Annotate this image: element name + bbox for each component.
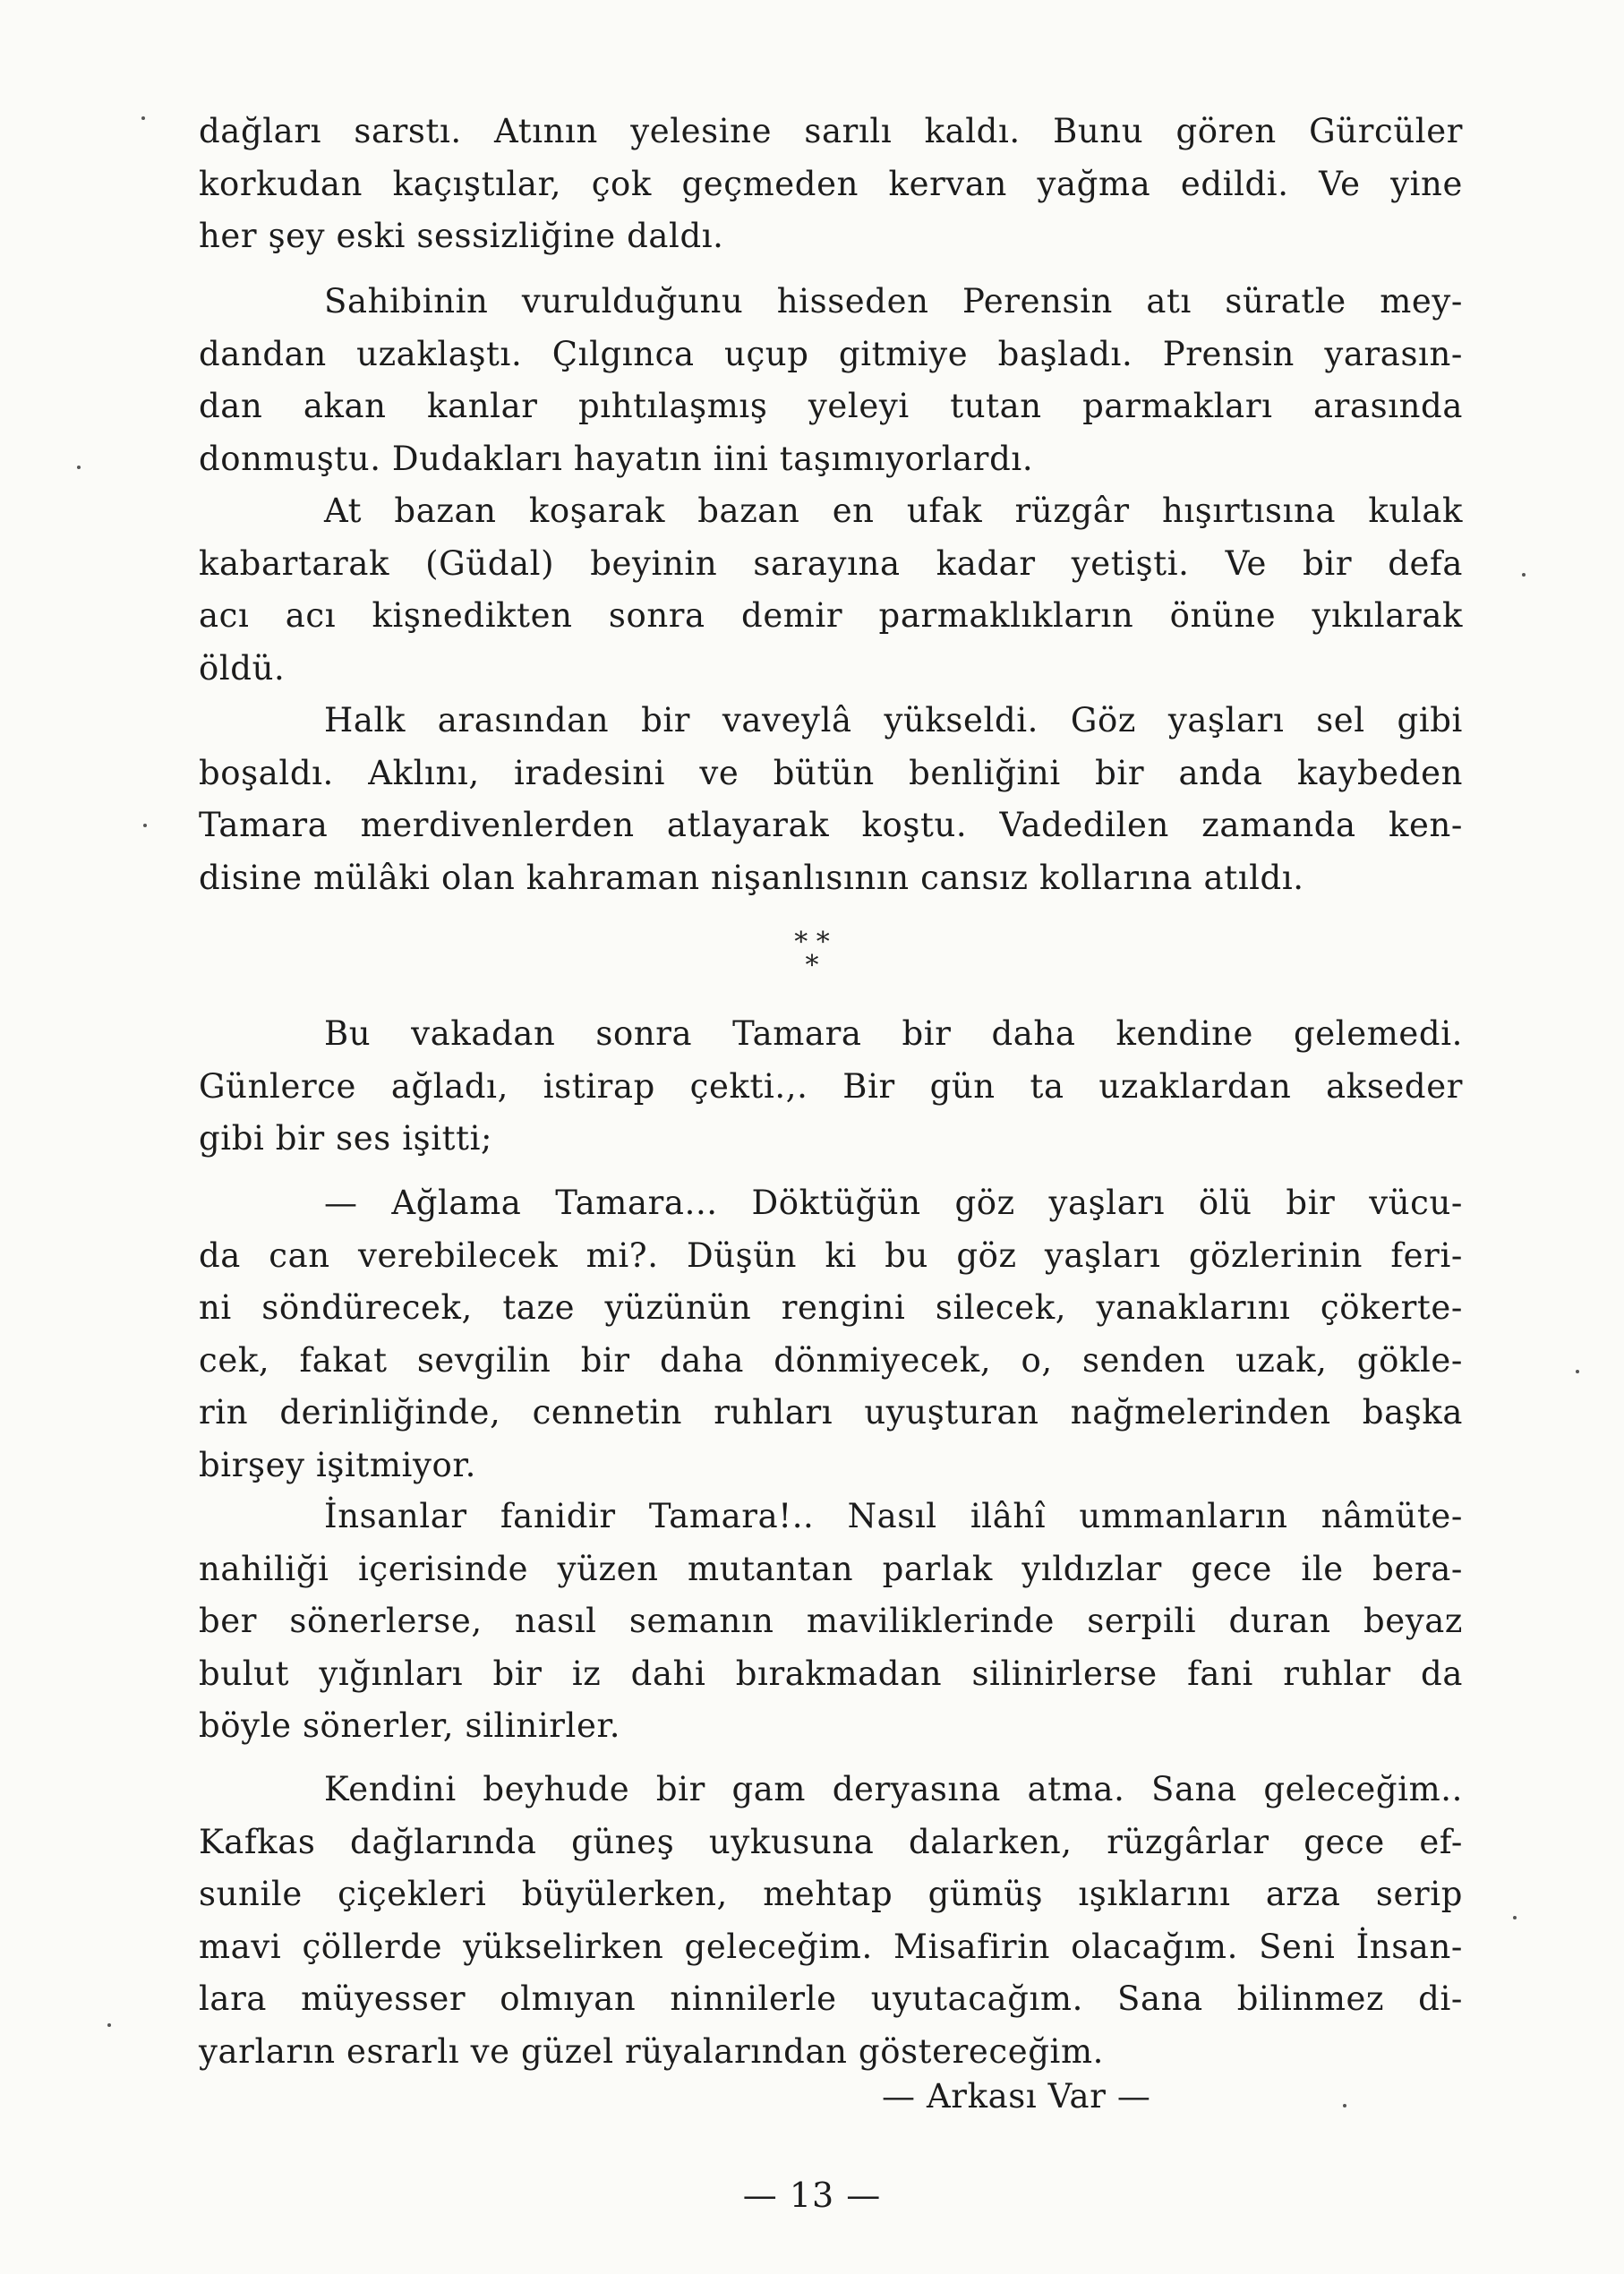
scan-speck <box>1522 573 1526 577</box>
text-line: yarların esrarlı ve güzel rüyalarından göstereceğim. <box>199 2031 1104 2071</box>
text-line: rin derinliğinde, cennetin ruhları uyuşturan nağmelerinden başka <box>199 1393 1463 1432</box>
text-line: dağları sarstı. Atının yelesine sarılı kaldı. Bunu gören Gürcüler <box>199 112 1463 150</box>
text-line: gibi bir ses işitti; <box>199 1119 493 1158</box>
text-line: bulut yığınları bir iz dahi bırakmadan silinirlerse fani ruhlar da <box>199 1654 1463 1693</box>
paragraph <box>199 1491 1463 1753</box>
text-line: mavi çöllerde yükselirken geleceğim. Misafirin olacağım. Seni İnsan- <box>199 1927 1463 1966</box>
page-number: — 13 — <box>742 2176 882 2215</box>
scan-speck <box>1576 1370 1579 1373</box>
section-asterism <box>0 927 1624 981</box>
text-line: öldü. <box>199 648 286 688</box>
text-line: Kafkas dağlarında güneş uykusuna dalarken, rüzgârlar gece ef- <box>199 1822 1463 1861</box>
paragraph <box>199 485 1463 695</box>
scan-speck <box>77 466 81 469</box>
paragraph <box>199 276 1463 485</box>
text-line: Halk arasından bir vaveylâ yükseldi. Göz yaşları sel gibi <box>324 701 1463 739</box>
text-line: kabartarak (Güdal) beyinin sarayına kadar yetişti. Ve bir defa <box>199 543 1463 583</box>
paragraph-block <box>199 1491 1463 1753</box>
paragraph-block <box>199 695 1463 904</box>
asterism-bottom: * <box>805 950 819 981</box>
text-line: Tamara merdivenlerden atlayarak koştu. Vadedilen zamanda ken- <box>199 806 1463 844</box>
paragraph-block <box>199 1008 1463 1166</box>
text-line: acı acı kişnedikten sonra demir parmaklıkların önüne yıkılarak <box>199 596 1463 635</box>
scan-speck <box>107 2023 111 2027</box>
scan-speck <box>141 116 145 120</box>
text-line: Sahibinin vurulduğunu hisseden Perensin atı süratle mey- <box>324 282 1463 321</box>
text-line: Bu vakadan sonra Tamara bir daha kendine gelemedi. <box>324 1014 1463 1053</box>
paragraph-block <box>199 276 1463 695</box>
text-line: ni söndürecek, taze yüzünün rengini silecek, yanaklarını çökerte- <box>199 1288 1463 1327</box>
paragraph-block <box>199 1177 1463 1492</box>
paragraph <box>199 1764 1463 2078</box>
text-line: ber sönerlerse, nasıl semanın maviliklerinde serpili duran beyaz <box>199 1602 1463 1640</box>
text-line: korkudan kaçıştılar, çok geçmeden kervan yağma edildi. Ve yine <box>199 164 1463 203</box>
paragraph <box>199 106 1463 263</box>
paragraph <box>199 695 1463 904</box>
text-line: cek, fakat sevgilin bir daha dönmiyecek, o, senden uzak, gökle- <box>199 1340 1463 1380</box>
paragraph-block <box>199 106 1463 263</box>
text-line: da can verebilecek mi?. Düşün ki bu göz yaşları gözlerinin feri- <box>199 1235 1463 1275</box>
text-line: dandan uzaklaştı. Çılgınca uçup gitmiye başladı. Prensin yarasın- <box>199 334 1463 373</box>
text-line: Günlerce ağladı, istirap çekti.,. Bir gün ta uzaklardan akseder <box>199 1066 1463 1106</box>
text-line: Kendini beyhude bir gam deryasına atma. Sana geleceğim.. <box>324 1770 1463 1808</box>
paragraph <box>199 1008 1463 1166</box>
text-line: At bazan koşarak bazan en ufak rüzgâr hışırtısına kulak <box>324 492 1463 530</box>
text-line: boşaldı. Aklını, iradesini ve bütün benliğini bir anda kaybeden <box>199 753 1463 792</box>
text-line: lara müyesser olmıyan ninnilerle uyutacağım. Sana bilinmez di- <box>199 1979 1463 2018</box>
text-line: disine mülâki olan kahraman nişanlısının cansız kollarına atıldı. <box>199 858 1304 897</box>
scan-speck <box>143 824 147 827</box>
text-line: böyle sönerler, silinirler. <box>199 1706 621 1745</box>
text-line: her şey eski sessizliğine daldı. <box>199 217 724 255</box>
text-line: nahiliği içerisinde yüzen mutantan parlak yıldızlar gece ile bera- <box>199 1549 1463 1588</box>
text-line: — Ağlama Tamara... Döktüğün göz yaşları ölü bir vücu- <box>324 1184 1463 1222</box>
text-line: İnsanlar fanidir Tamara!.. Nasıl ilâhî ummanların nâmüte- <box>324 1497 1463 1535</box>
asterism-top: * * <box>794 927 830 958</box>
text-line: birşey işitmiyor. <box>199 1445 476 1484</box>
text-line: sunile çiçekleri büyülerken, mehtap gümüş ışıklarını arza serip <box>199 1875 1463 1913</box>
text-line: donmuştu. Dudakları hayatın iini taşımıyorlardı. <box>199 439 1034 478</box>
scan-speck <box>1343 2104 1346 2107</box>
paragraph-block <box>199 1764 1463 2078</box>
scan-speck <box>1513 1916 1517 1919</box>
to-be-continued-note: — Arkası Var — <box>882 2077 1151 2116</box>
paragraph <box>199 1177 1463 1492</box>
text-line: dan akan kanlar pıhtılaşmış yeleyi tutan parmakları arasında <box>199 387 1463 425</box>
